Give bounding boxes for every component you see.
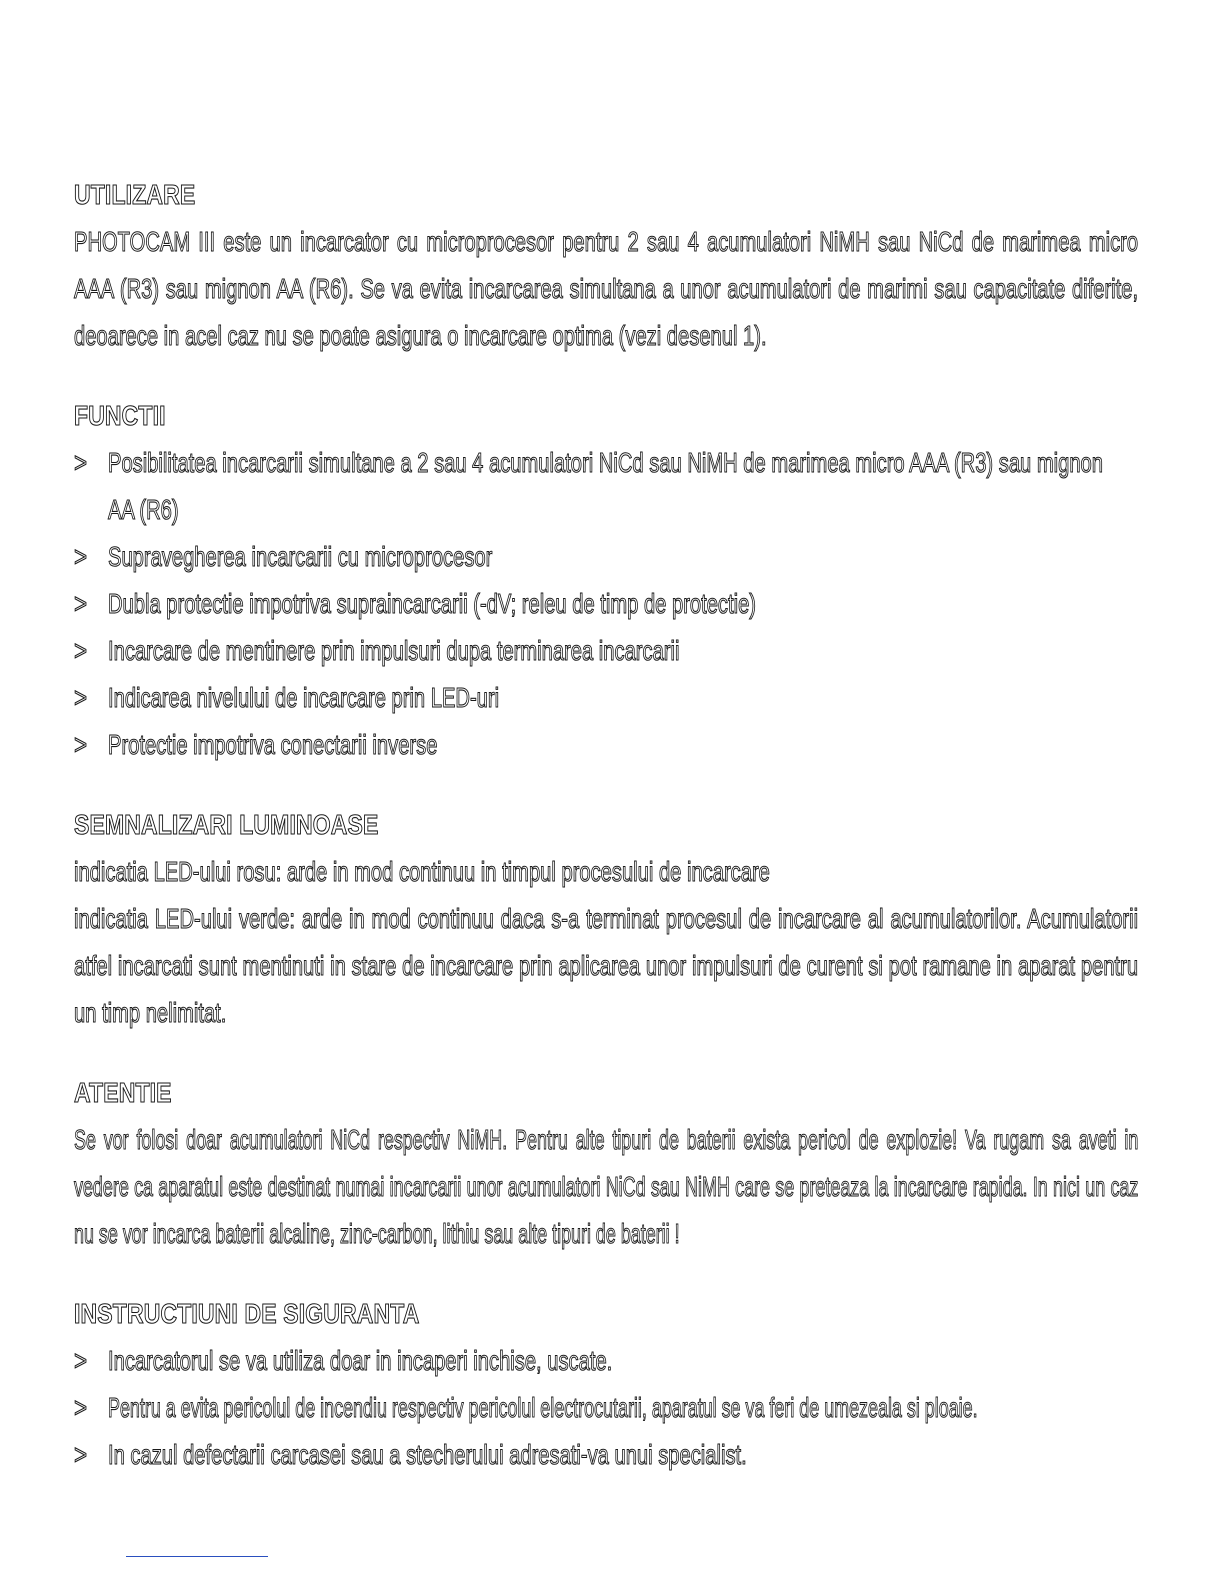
list-item: > Incarcatorul se va utiliza doar in incaperi inchise, uscate. (74, 1337, 1138, 1384)
arrow-marker-icon: > (74, 588, 88, 619)
list-item: > Incarcare de mentinere prin impulsuri dupa terminarea incarcarii (74, 627, 1138, 674)
list-item: > Indicarea nivelului de incarcare prin LED-uri (74, 674, 1138, 721)
arrow-marker-icon: > (74, 635, 88, 666)
list-item: > In cazul defectarii carcasei sau a stecherului adresati-va unui specialist. (74, 1431, 1138, 1478)
list-item: > Dubla protectie impotriva supraincarcarii (-dV; releu de timp de protectie) (74, 580, 1138, 627)
list-item: > Protectie impotriva conectarii inverse (74, 721, 1138, 768)
list-item: > Posibilitatea incarcarii simultane a 2 sau 4 acumulatori NiCd sau NiMH de marimea micro AAA (R3) sau mignon AA (R6) (74, 439, 1138, 533)
heading-siguranta: INSTRUCTIUNI DE SIGURANTA (74, 1298, 420, 1329)
section-functii (74, 393, 1138, 768)
paragraph-led-rosu: indicatia LED-ului rosu: arde in mod continuu in timpul procesului de incarcare (74, 856, 770, 887)
heading-utilizare: UTILIZARE (74, 179, 196, 210)
arrow-marker-icon: > (74, 447, 88, 478)
section-atentie (74, 1070, 1138, 1257)
list-item: > Supravegherea incarcarii cu microprocesor (74, 533, 1138, 580)
arrow-marker-icon: > (74, 729, 88, 760)
paragraph-utilizare: PHOTOCAM III este un incarcator cu microprocesor pentru 2 sau 4 acumulatori NiMH sau NiCd de marimea micro AAA (R3) sau mignon AA (R6). Se va evita incarcarea simultana a unor acumulatori de marimi sau capacitate diferite, deoarece in acel caz nu se poate asigura o incarcare optima (vezi desenul 1). (74, 226, 1139, 351)
document-page (74, 172, 1138, 1512)
section-semnalizari (74, 802, 1138, 1036)
paragraph-atentie: Se vor folosi doar acumulatori NiCd respectiv NiMH. Pentru alte tipuri de baterii exista pericol de explozie! Va rugam sa aveti in vedere ca aparatul este destinat numai incarcarii unor acumulatori NiCd sau NiMH care se preteaza la incarcare rapida. In nici un caz nu se vor incarca baterii alcaline, zinc-carbon, lithiu sau alte tipuri de baterii ! (74, 1124, 1139, 1249)
section-siguranta (74, 1291, 1138, 1478)
heading-functii: FUNCTII (74, 400, 166, 431)
arrow-marker-icon: > (74, 682, 88, 713)
arrow-marker-icon: > (74, 541, 88, 572)
heading-atentie: ATENTIE (74, 1077, 172, 1108)
list-item: > Pentru a evita pericolul de incendiu respectiv pericolul electrocutarii, aparatul se va feri de umezeala si ploaie. (74, 1384, 1138, 1431)
arrow-marker-icon: > (74, 1345, 88, 1376)
section-utilizare (74, 172, 1138, 359)
functii-list (74, 439, 1138, 768)
arrow-marker-icon: > (74, 1392, 88, 1423)
siguranta-list (74, 1337, 1138, 1478)
arrow-marker-icon: > (74, 1439, 88, 1470)
heading-semnalizari: SEMNALIZARI LUMINOASE (74, 809, 379, 840)
paragraph-led-verde: indicatia LED-ului verde: arde in mod continuu daca s-a terminat procesul de incarcare al acumulatorilor. Acumulatorii atfel incarcati sunt mentinuti in stare de incarcare prin aplicarea unor impulsuri de curent si pot ramane in aparat pentru un timp nelimitat. (74, 903, 1139, 1028)
footer-rule (126, 1556, 268, 1557)
